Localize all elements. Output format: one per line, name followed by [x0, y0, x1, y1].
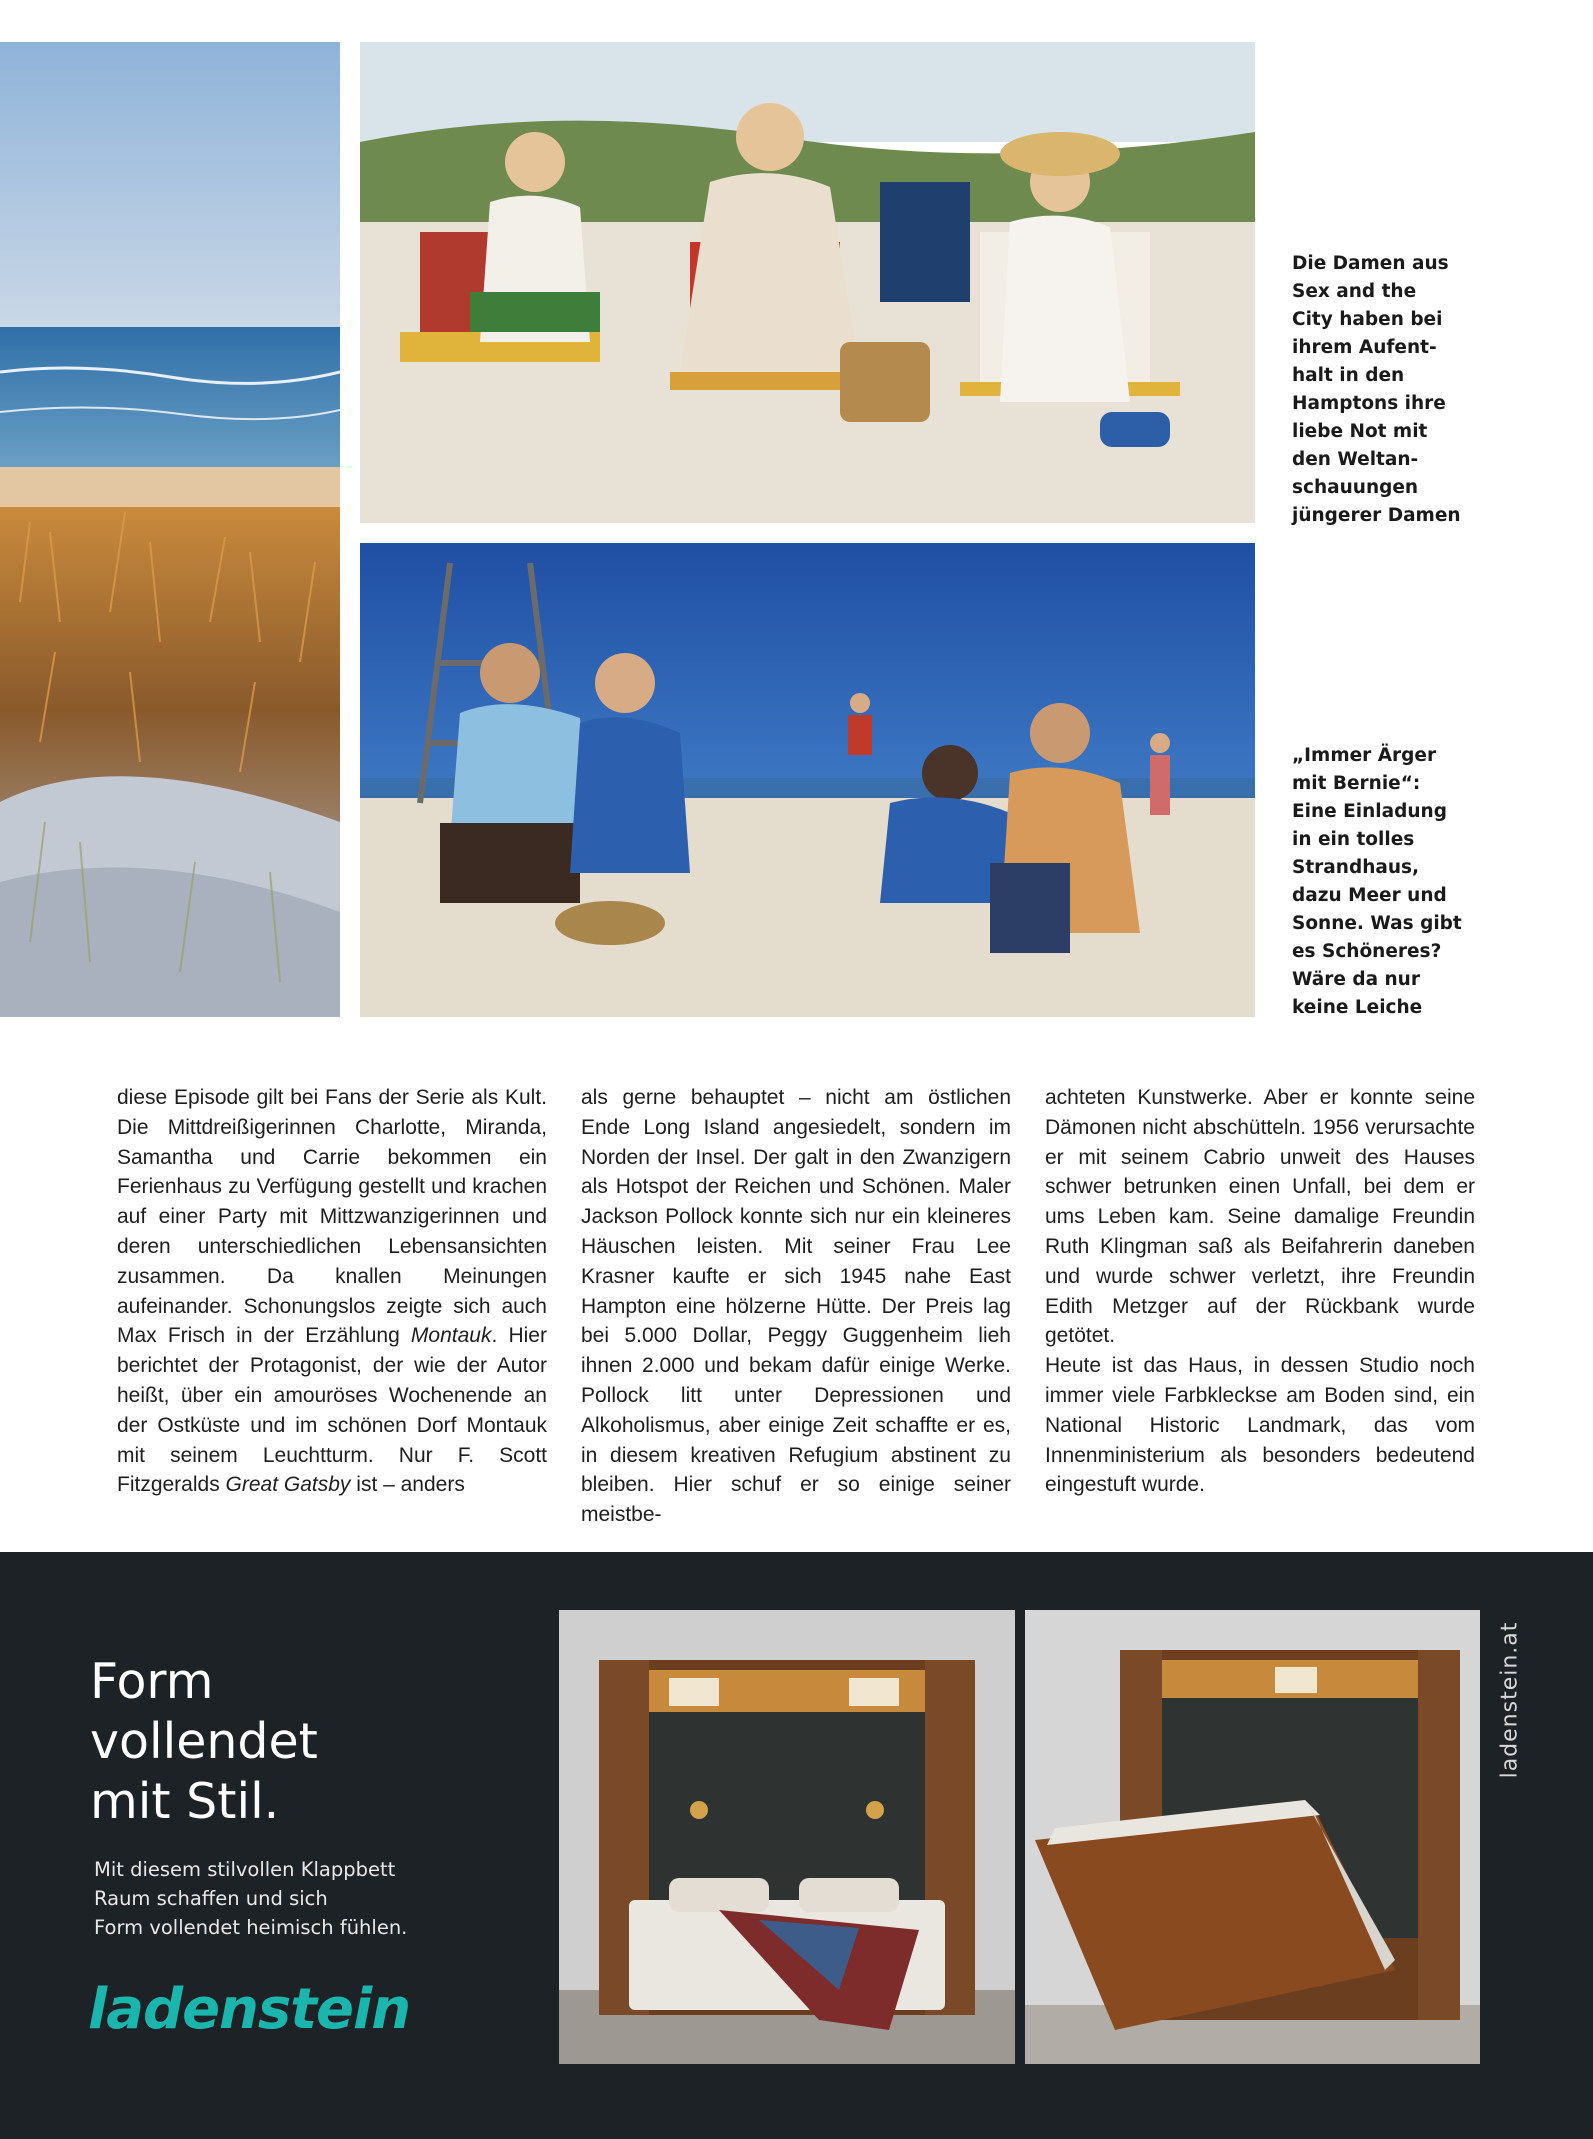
wall-bed-folding-photo: [1025, 1610, 1480, 2064]
wall-bed-open-photo: [559, 1610, 1015, 2064]
ad-subline: Mit diesem stilvollen Klappbett Raum schaffen und sich Form vollendet heimisch fühlen.: [94, 1858, 408, 1939]
bernie-photo-caption: „Immer Ärger mit Bernie“: Eine Einladung in ein tolles Strandhaus, dazu Meer und Sonne. Was gibt es Schöneres? Wäre da nur keine Leiche: [1292, 745, 1462, 1018]
beach-dunes-photo: [0, 42, 340, 1017]
satc-photo-caption: Die Damen aus Sex and the City haben bei ihrem Aufent- halt in den Hamptons ihre liebe Not mit den Weltan- schauungen jüngerer Damen: [1292, 253, 1461, 526]
article-column-1: [117, 1083, 547, 1500]
weekend-at-bernies-beach-photo: [360, 543, 1255, 1017]
ad-website-url: ladenstein.at: [1497, 1621, 1523, 1779]
article-paragraph: diese Episode gilt bei Fans der Serie als Kult. Die Mittdreißigerinnen Charlotte, Miranda, Samantha und Carrie bekommen ein Ferienhaus zu Verfügung gestellt und krachen auf einer Party mit Mittzwanzigerinnen und deren unterschiedlichen Lebensansichten zusammen. Da knallen Meinungen aufeinander. Schonungslos zeigte sich auch Max Frisch in der Erzählung Montauk. Hier berichtet der Protagonist, der wie der Autor heißt, über ein amouröses Wochenende an der Ostküste und im schönen Dorf Montauk mit seinem Leuchtturm. Nur F. Scott Fitzgeralds Great Gatsby ist – anders: [117, 1086, 547, 1497]
ladenstein-logo: ladenstein: [88, 1977, 411, 2042]
article-column-3: [1045, 1083, 1475, 1500]
article-column-2: [581, 1083, 1011, 1530]
article-paragraph: Heute ist das Haus, in dessen Studio noch immer viele Farbkleckse am Boden sind, ein National Historic Landmark, das vom Innenministerium als besonders bedeutend eingestuft wurde.: [1045, 1354, 1475, 1497]
sex-and-the-city-beach-photo: [360, 42, 1255, 523]
article-paragraph: als gerne behauptet – nicht am östlichen Ende Long Island angesiedelt, sondern im Norden der Insel. Der galt in den Zwanzigern als Hotspot der Reichen und Schönen. Maler Jackson Pollock konnte sich nur ein kleineres Häuschen leisten. Mit seiner Frau Lee Krasner kaufte er sich 1945 nahe East Hampton eine hölzerne Hütte. Der Preis lag bei 5.000 Dollar, Peggy Guggenheim lieh ihnen 2.000 und bekam dafür einige Werke. Pollock litt unter Depressionen und Alkoholismus, aber einige Zeit schaffte er es, in diesem kreativen Refugium abstinent zu bleiben. Hier schuf er so einige seiner meistbe-: [581, 1086, 1011, 1527]
article-paragraph: achteten Kunstwerke. Aber er konnte seine Dämonen nicht abschütteln. 1956 verursachte er mit seinem Cabrio unweit des Hauses schwer betrunken einen Unfall, bei dem er ums Leben kam. Seine damalige Freundin Ruth Klingman saß als Beifahrerin daneben und wurde schwer verletzt, ihre Freundin Edith Metzger auf der Rückbank wurde getötet.: [1045, 1086, 1475, 1348]
ad-headline: Form vollendet mit Stil.: [90, 1653, 318, 1830]
